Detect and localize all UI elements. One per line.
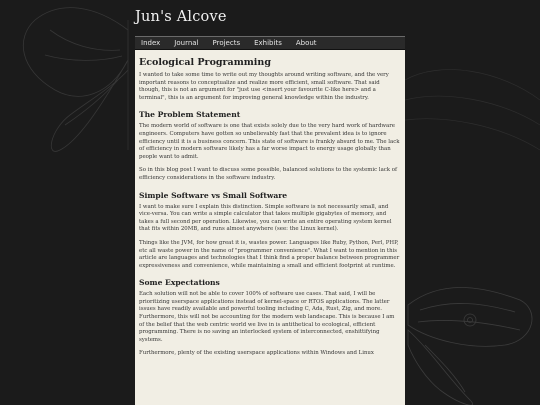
article-content [135, 50, 405, 405]
paragraph: So in this blog post I want to discuss some possible, balanced solutions to the systemic lack of efficiency considerations in the software industry. [139, 167, 398, 181]
paragraph: I want to make sure I explain this distinction. Simple software is not necessarily small, and vice-versa. You can write a simple calculator that takes multiple gigabytes of memory, and takes a full second per operation. Likewise, you can write an entire operating system kernel that fits within 20MB, and runs almost anywhere (see: the Linux kernel). [139, 203, 392, 233]
article-intro: I wanted to take some time to write out my thoughts around writing software, and the very important reasons to conceptualize and realize more efficient, small software. That said though, this is not an argument for "just use <insert your favourite C-like here> and a terminal", this is an argument for improving general knowledge within the industry. [139, 72, 389, 101]
nav-exhibits[interactable]: Exhibits [254, 39, 282, 47]
nav-index[interactable]: Index [141, 39, 161, 47]
paragraph: Each solution will not be able to cover 100% of software use cases. That said, I will be prioritizing userspace applications instead of kernel-space or RTOS applications. The latter issues have readily available and powerful tooling including C, Ada, Rust, Zig, and more. Furthermore, this will not be accounting for the modern web landscape. This is because I am of the belief that the web centric world we live in is antithetical to ecological, efficient programming. There is no saving an interlocked system of interconnected, enshittifying systems. [139, 291, 395, 343]
site-title: Jun's Alcove [135, 9, 227, 25]
moth-left-icon [23, 8, 128, 152]
paragraph: Furthermore, plenty of the existing userspace applications within Windows and Linux [139, 350, 374, 357]
moth-right-top-icon [405, 70, 540, 150]
main-nav [135, 36, 405, 50]
nav-journal[interactable]: Journal [174, 39, 199, 47]
section-heading-simple-vs-small: Simple Software vs Small Software [139, 190, 288, 200]
article-title: Ecological Programming [139, 57, 271, 68]
section-heading-some-expectations: Some Expectations [139, 278, 220, 288]
paragraph: Things like the JVM, for how great it is, wastes power. Languages like Ruby, Python, Perl, PHP, etc all waste power in the name of "programmer convenience". What I want to mention in this article are languages and technologies that I think find a proper balance between programmer expressiveness and convenience, while maintaining a small and efficient footprint at runtime. [139, 239, 400, 269]
paragraph: The modern world of software is one that exists solely due to the very hard work of hardware engineers. Computers have gotten so unbelievably fast that the prevalent idea is to ignore efficiency until it is a business concern. This state of software is frankly absurd to me. The lack of efficiency in modern software likely has a far worse impact to energy usage globally than people want to admit. [139, 123, 400, 160]
nav-about[interactable]: About [295, 39, 317, 47]
section-heading-problem-statement: The Problem Statement [139, 110, 241, 120]
moth-right-icon [408, 288, 532, 405]
nav-projects[interactable]: Projects [212, 39, 241, 47]
